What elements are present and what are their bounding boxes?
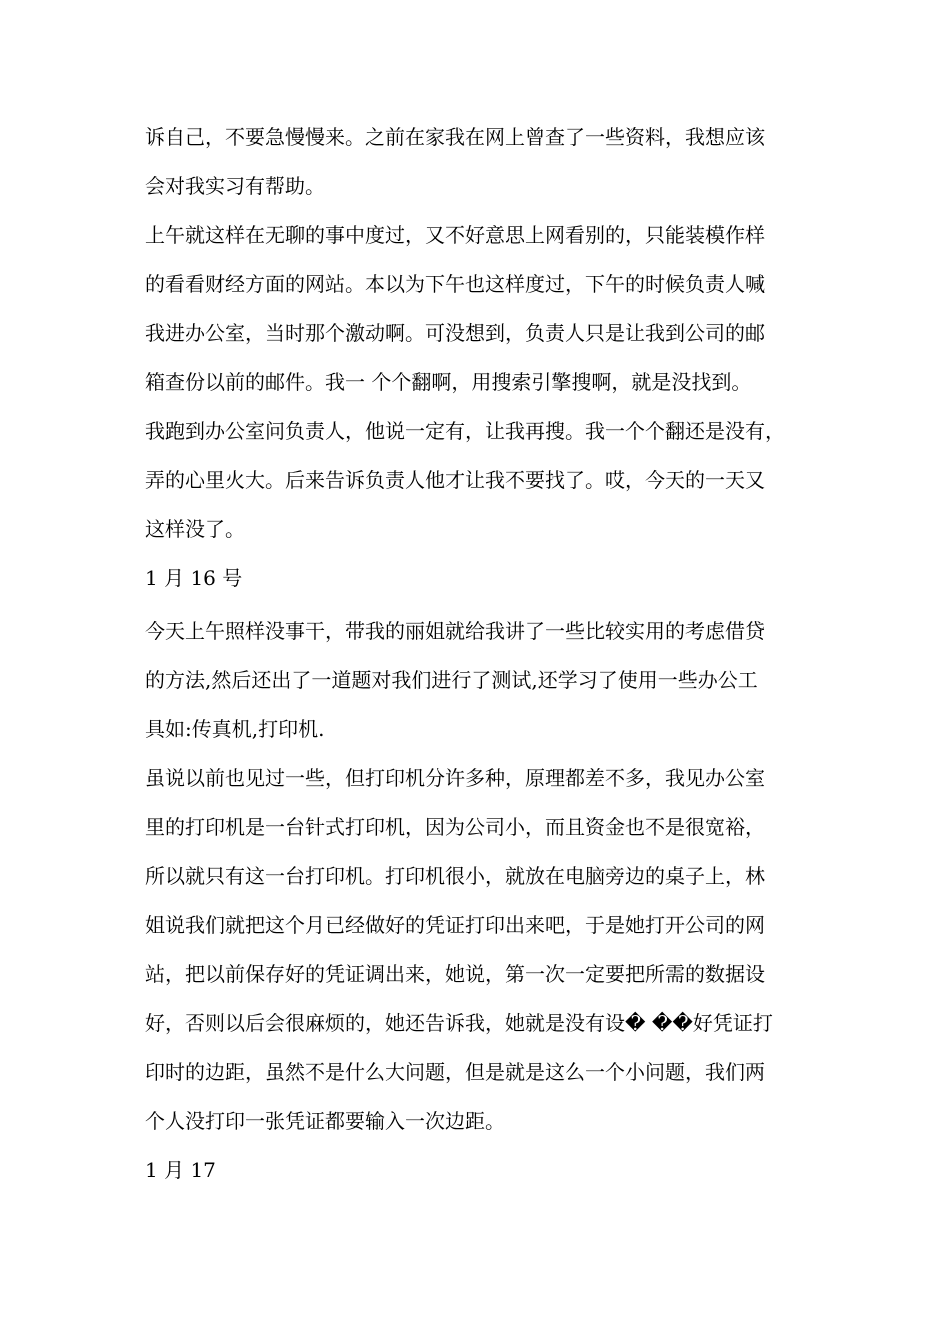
text-line: 虽说以前也见过一些，但打印机分许多种，原理都差不多，我见办公室 — [145, 766, 765, 790]
text-line: 里的打印机是一台针式打印机，因为公司小，而且资金也不是很宽裕， — [145, 815, 765, 839]
text-line: 姐说我们就把这个月已经做好的凭证打印出来吧，于是她打开公司的网 — [145, 913, 765, 937]
text-line: 的方法,然后还出了一道题对我们进行了测试,还学习了使用一些办公工 — [145, 668, 758, 692]
text-line: 弄的心里火大。后来告诉负责人他才让我不要找了。哎，今天的一天又 — [145, 468, 765, 492]
text-line: 箱查份以前的邮件。我一 个个翻啊，用搜索引擎搜啊，就是没找到。 — [145, 370, 752, 394]
date-heading: 1 月 17 — [145, 1158, 216, 1182]
text-line: 今天上午照样没事干，带我的丽姐就给我讲了一些比较实用的考虑借贷 — [145, 619, 765, 643]
text-line: 会对我实习有帮助。 — [145, 174, 325, 198]
text-line: 个人没打印一张凭证都要输入一次边距。 — [145, 1109, 505, 1133]
text-line: 诉自己，不要急慢慢来。之前在家我在网上曾查了一些资料，我想应该 — [145, 125, 765, 149]
text-line: 我跑到办公室问负责人，他说一定有，让我再搜。我一个个翻还是没有， — [145, 419, 785, 443]
text-line: 这样没了。 — [145, 517, 245, 541]
text-line: 站，把以前保存好的凭证调出来，她说，第一次一定要把所需的数据设 — [145, 962, 765, 986]
text-line: 印时的边距，虽然不是什么大问题，但是就是这么一个小问题，我们两 — [145, 1060, 765, 1084]
text-line: 所以就只有这一台打印机。打印机很小，就放在电脑旁边的桌子上，林 — [145, 864, 765, 888]
text-line: 具如:传真机,打印机. — [145, 717, 325, 741]
text-line: 好，否则以后会很麻烦的，她还告诉我，她就是没有设� ��好凭证打 — [145, 1011, 773, 1035]
text-line: 我进办公室，当时那个激动啊。可没想到，负责人只是让我到公司的邮 — [145, 321, 765, 345]
text-line: 的看看财经方面的网站。本以为下午也这样度过，下午的时候负责人喊 — [145, 272, 765, 296]
document-body — [145, 113, 810, 1199]
date-heading: 1 月 16 号 — [145, 566, 243, 590]
text-line: 上午就这样在无聊的事中度过，又不好意思上网看别的，只能装模作样 — [145, 223, 765, 247]
